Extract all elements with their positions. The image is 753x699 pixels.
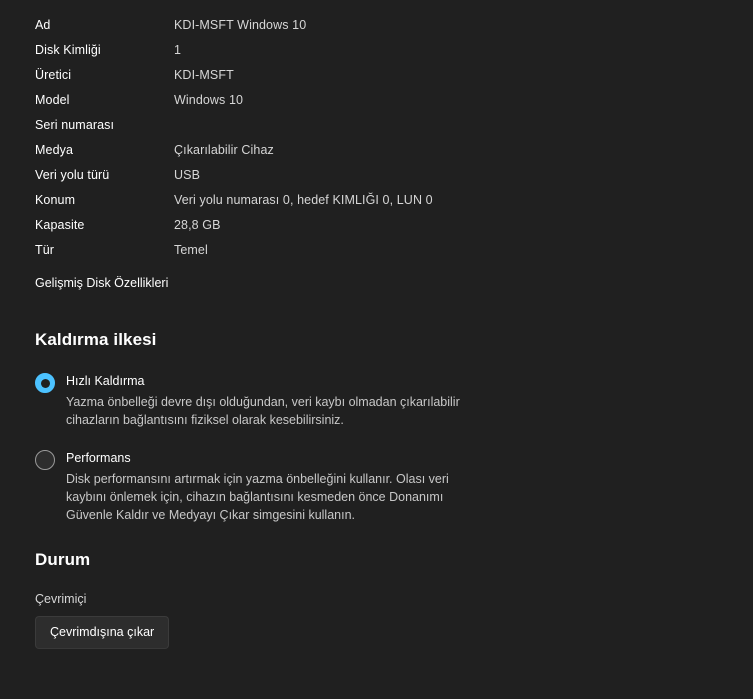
property-label: Üretici bbox=[35, 68, 72, 82]
status-heading: Durum bbox=[35, 550, 91, 569]
property-value: 28,8 GB bbox=[174, 218, 221, 232]
table-row bbox=[0, 18, 753, 43]
property-label: Konum bbox=[35, 193, 76, 207]
property-label: Tür bbox=[35, 243, 55, 257]
property-label: Disk Kimliği bbox=[35, 43, 101, 57]
table-row bbox=[0, 143, 753, 168]
table-row bbox=[0, 193, 753, 218]
property-value: USB bbox=[174, 168, 201, 182]
radio-option-description: Disk performansını artırmak için yazma önbelleğini kullanır. Olası veri kaybını önlemek için, cihazın bağlantısını kesmeden önce Donanımı Güvenle Kaldır ve Medyayı Çıkar simgesini kullanın. bbox=[66, 472, 449, 522]
property-label: Model bbox=[35, 93, 70, 107]
table-row bbox=[0, 93, 753, 118]
property-label: Veri yolu türü bbox=[35, 168, 110, 182]
disk-properties-list bbox=[0, 0, 753, 290]
property-value: Windows 10 bbox=[174, 93, 244, 107]
property-value: Veri yolu numarası 0, hedef KIMLIĞI 0, LUN 0 bbox=[174, 193, 433, 207]
property-value: 1 bbox=[174, 43, 182, 57]
radio-option-quick-removal[interactable] bbox=[35, 372, 753, 429]
radio-option-label: Performans bbox=[66, 451, 131, 465]
property-value: KDI-MSFT bbox=[174, 68, 234, 82]
property-label: Ad bbox=[35, 18, 51, 32]
property-value: Temel bbox=[174, 243, 208, 257]
radio-unselected-icon[interactable] bbox=[35, 450, 55, 470]
table-row bbox=[0, 43, 753, 68]
table-row bbox=[0, 168, 753, 193]
property-value: KDI-MSFT Windows 10 bbox=[174, 18, 307, 32]
removal-policy-heading: Kaldırma ilkesi bbox=[35, 330, 157, 349]
property-value: Çıkarılabilir Cihaz bbox=[174, 143, 274, 157]
radio-option-performance[interactable] bbox=[35, 449, 753, 524]
table-row bbox=[0, 218, 753, 243]
radio-option-description: Yazma önbelleği devre dışı olduğundan, veri kaybı olmadan çıkarılabilir cihazların bağlantısını fiziksel olarak kesebilirsiniz. bbox=[66, 395, 460, 427]
removal-policy-radio-group bbox=[0, 372, 753, 524]
radio-selected-icon[interactable] bbox=[35, 373, 55, 393]
property-label: Kapasite bbox=[35, 218, 85, 232]
advanced-disk-properties-link[interactable]: Gelişmiş Disk Özellikleri bbox=[35, 276, 169, 290]
table-row bbox=[0, 68, 753, 93]
take-offline-button[interactable]: Çevrimdışına çıkar bbox=[35, 616, 169, 649]
status-value: Çevrimiçi bbox=[35, 592, 87, 606]
table-row bbox=[0, 243, 753, 268]
property-label: Medya bbox=[35, 143, 74, 157]
table-row bbox=[0, 118, 753, 143]
property-label: Seri numarası bbox=[35, 118, 115, 132]
radio-option-label: Hızlı Kaldırma bbox=[66, 374, 145, 388]
